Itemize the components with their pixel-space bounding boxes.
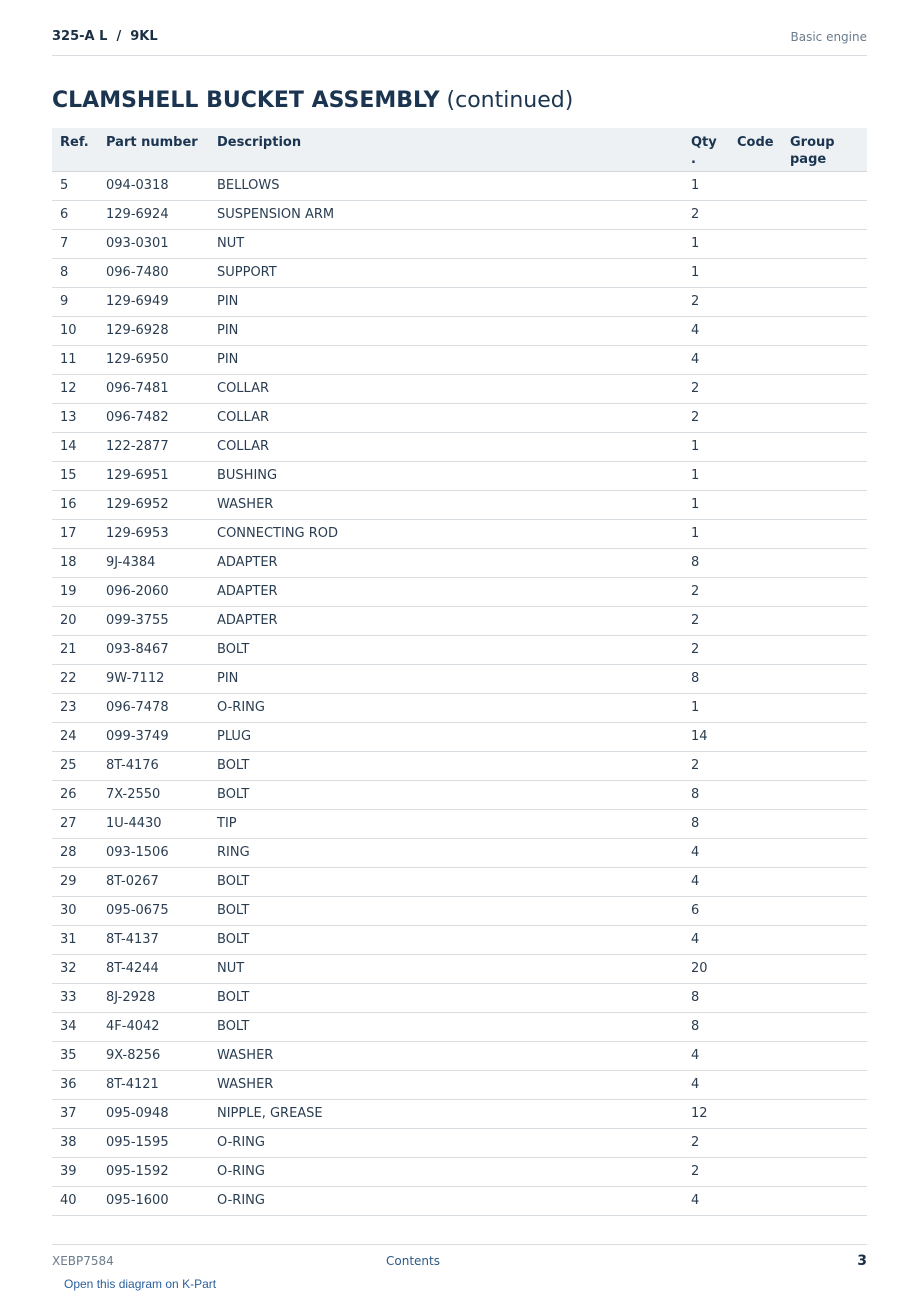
table-row xyxy=(52,1157,867,1186)
part-number-cell: 095-0948 xyxy=(98,1099,209,1128)
description-cell: BOLT xyxy=(209,780,683,809)
description-cell: COLLAR xyxy=(209,403,683,432)
qty-cell: 2 xyxy=(683,751,729,780)
description-cell: CONNECTING ROD xyxy=(209,519,683,548)
table-row xyxy=(52,693,867,722)
ref-cell: 9 xyxy=(52,287,98,316)
description-cell: BOLT xyxy=(209,983,683,1012)
qty-cell: 8 xyxy=(683,1012,729,1041)
description-cell: PIN xyxy=(209,345,683,374)
part-number-cell: 095-1595 xyxy=(98,1128,209,1157)
page-header xyxy=(52,22,867,56)
qty-cell: 1 xyxy=(683,519,729,548)
ref-cell: 30 xyxy=(52,896,98,925)
code-cell xyxy=(729,287,782,316)
column-header-ref: Ref. xyxy=(52,128,98,171)
table-row xyxy=(52,461,867,490)
group-page-cell xyxy=(782,954,867,983)
table-row xyxy=(52,316,867,345)
ref-cell: 13 xyxy=(52,403,98,432)
group-page-cell xyxy=(782,983,867,1012)
group-page-cell xyxy=(782,780,867,809)
description-cell: O-RING xyxy=(209,1157,683,1186)
description-cell: PIN xyxy=(209,287,683,316)
qty-cell: 2 xyxy=(683,606,729,635)
part-number-cell: 093-8467 xyxy=(98,635,209,664)
code-cell xyxy=(729,403,782,432)
part-number-cell: 129-6924 xyxy=(98,200,209,229)
part-number-cell: 099-3755 xyxy=(98,606,209,635)
description-cell: BELLOWS xyxy=(209,171,683,200)
parts-table xyxy=(52,128,867,1216)
table-row xyxy=(52,1012,867,1041)
column-header-group-page xyxy=(782,128,867,171)
table-row xyxy=(52,809,867,838)
part-number-cell: 8T-4244 xyxy=(98,954,209,983)
description-cell: O-RING xyxy=(209,693,683,722)
part-number-cell: 1U-4430 xyxy=(98,809,209,838)
column-header-code: Code xyxy=(729,128,782,171)
code-cell xyxy=(729,258,782,287)
qty-cell: 2 xyxy=(683,403,729,432)
column-header-part-number: Part number xyxy=(98,128,209,171)
ref-cell: 26 xyxy=(52,780,98,809)
qty-header-line2: . xyxy=(691,152,696,167)
code-cell xyxy=(729,1128,782,1157)
qty-cell: 4 xyxy=(683,345,729,374)
part-number-cell: 8J-2928 xyxy=(98,983,209,1012)
qty-cell: 4 xyxy=(683,1041,729,1070)
part-number-cell: 096-7478 xyxy=(98,693,209,722)
part-number-cell: 129-6950 xyxy=(98,345,209,374)
code-cell xyxy=(729,577,782,606)
group-page-cell xyxy=(782,200,867,229)
ref-cell: 39 xyxy=(52,1157,98,1186)
table-row xyxy=(52,519,867,548)
ref-cell: 24 xyxy=(52,722,98,751)
ref-cell: 21 xyxy=(52,635,98,664)
description-cell: PIN xyxy=(209,316,683,345)
table-row xyxy=(52,171,867,200)
table-row xyxy=(52,606,867,635)
ref-cell: 34 xyxy=(52,1012,98,1041)
description-cell: O-RING xyxy=(209,1186,683,1215)
code-cell xyxy=(729,461,782,490)
group-page-cell xyxy=(782,461,867,490)
part-number-cell: 122-2877 xyxy=(98,432,209,461)
table-row xyxy=(52,896,867,925)
open-diagram-kpart-link[interactable]: Open this diagram on K-Part xyxy=(64,1277,217,1291)
group-page-cell xyxy=(782,548,867,577)
description-cell: COLLAR xyxy=(209,374,683,403)
qty-cell: 4 xyxy=(683,1070,729,1099)
table-row xyxy=(52,954,867,983)
code-cell xyxy=(729,838,782,867)
code-cell xyxy=(729,954,782,983)
qty-header-line1: Qty xyxy=(691,135,717,150)
table-row xyxy=(52,548,867,577)
part-number-cell: 096-7480 xyxy=(98,258,209,287)
ref-cell: 10 xyxy=(52,316,98,345)
document-id: 325-A L / 9KL xyxy=(52,29,158,44)
part-number-cell: 093-1506 xyxy=(98,838,209,867)
code-cell xyxy=(729,519,782,548)
part-number-cell: 096-7481 xyxy=(98,374,209,403)
qty-cell: 1 xyxy=(683,258,729,287)
part-number-cell: 096-2060 xyxy=(98,577,209,606)
group-page-header-line1: Group xyxy=(790,135,835,150)
page-title xyxy=(52,88,573,113)
group-page-cell xyxy=(782,229,867,258)
ref-cell: 36 xyxy=(52,1070,98,1099)
part-number-cell: 9W-7112 xyxy=(98,664,209,693)
description-cell: BOLT xyxy=(209,1012,683,1041)
code-cell xyxy=(729,345,782,374)
part-number-cell: 096-7482 xyxy=(98,403,209,432)
column-header-description: Description xyxy=(209,128,683,171)
description-cell: BOLT xyxy=(209,867,683,896)
description-cell: ADAPTER xyxy=(209,577,683,606)
table-header-row xyxy=(52,128,867,171)
code-cell xyxy=(729,606,782,635)
code-cell xyxy=(729,1041,782,1070)
ref-cell: 7 xyxy=(52,229,98,258)
code-cell xyxy=(729,1012,782,1041)
table-row xyxy=(52,1070,867,1099)
part-number-cell: 9X-8256 xyxy=(98,1041,209,1070)
part-number-cell: 129-6928 xyxy=(98,316,209,345)
qty-cell: 2 xyxy=(683,1157,729,1186)
part-number-cell: 095-1600 xyxy=(98,1186,209,1215)
table-row xyxy=(52,403,867,432)
group-page-cell xyxy=(782,925,867,954)
group-page-cell xyxy=(782,838,867,867)
table-row xyxy=(52,1041,867,1070)
group-page-cell xyxy=(782,722,867,751)
group-page-header-line2: page xyxy=(790,152,827,167)
description-cell: NIPPLE, GREASE xyxy=(209,1099,683,1128)
part-number-cell: 8T-4176 xyxy=(98,751,209,780)
group-page-cell xyxy=(782,809,867,838)
code-cell xyxy=(729,780,782,809)
ref-cell: 19 xyxy=(52,577,98,606)
part-number-cell: 129-6953 xyxy=(98,519,209,548)
code-cell xyxy=(729,548,782,577)
qty-cell: 2 xyxy=(683,287,729,316)
qty-cell: 4 xyxy=(683,838,729,867)
qty-cell: 20 xyxy=(683,954,729,983)
group-page-cell xyxy=(782,1041,867,1070)
description-cell: BUSHING xyxy=(209,461,683,490)
table-row xyxy=(52,780,867,809)
ref-cell: 18 xyxy=(52,548,98,577)
table-row xyxy=(52,925,867,954)
table-row xyxy=(52,345,867,374)
ref-cell: 38 xyxy=(52,1128,98,1157)
group-page-cell xyxy=(782,374,867,403)
group-page-cell xyxy=(782,896,867,925)
ref-cell: 33 xyxy=(52,983,98,1012)
group-page-cell xyxy=(782,606,867,635)
qty-cell: 1 xyxy=(683,490,729,519)
code-cell xyxy=(729,200,782,229)
description-cell: COLLAR xyxy=(209,432,683,461)
description-cell: PIN xyxy=(209,664,683,693)
ref-cell: 32 xyxy=(52,954,98,983)
code-cell xyxy=(729,925,782,954)
code-cell xyxy=(729,1157,782,1186)
group-page-cell xyxy=(782,1128,867,1157)
column-header-qty xyxy=(683,128,729,171)
qty-cell: 14 xyxy=(683,722,729,751)
contents-link[interactable]: Contents xyxy=(386,1254,440,1268)
page-footer xyxy=(52,1244,867,1301)
ref-cell: 14 xyxy=(52,432,98,461)
part-number-cell: 9J-4384 xyxy=(98,548,209,577)
group-page-cell xyxy=(782,1070,867,1099)
description-cell: O-RING xyxy=(209,1128,683,1157)
table-row xyxy=(52,490,867,519)
description-cell: WASHER xyxy=(209,1070,683,1099)
description-cell: BOLT xyxy=(209,925,683,954)
group-page-cell xyxy=(782,345,867,374)
qty-cell: 8 xyxy=(683,809,729,838)
description-cell: SUPPORT xyxy=(209,258,683,287)
group-page-cell xyxy=(782,171,867,200)
part-number-cell: 093-0301 xyxy=(98,229,209,258)
part-number-cell: 8T-0267 xyxy=(98,867,209,896)
ref-cell: 28 xyxy=(52,838,98,867)
description-cell: WASHER xyxy=(209,490,683,519)
description-cell: RING xyxy=(209,838,683,867)
ref-cell: 35 xyxy=(52,1041,98,1070)
qty-cell: 2 xyxy=(683,635,729,664)
code-cell xyxy=(729,722,782,751)
page-number: 3 xyxy=(857,1253,867,1269)
title-main: CLAMSHELL BUCKET ASSEMBLY xyxy=(52,88,440,113)
code-cell xyxy=(729,490,782,519)
table-row xyxy=(52,751,867,780)
group-page-cell xyxy=(782,316,867,345)
ref-cell: 6 xyxy=(52,200,98,229)
section-label: Basic engine xyxy=(790,30,867,44)
qty-cell: 2 xyxy=(683,577,729,606)
table-row xyxy=(52,983,867,1012)
ref-cell: 23 xyxy=(52,693,98,722)
part-number-cell: 8T-4137 xyxy=(98,925,209,954)
table-row xyxy=(52,577,867,606)
qty-cell: 1 xyxy=(683,693,729,722)
group-page-cell xyxy=(782,490,867,519)
group-page-cell xyxy=(782,577,867,606)
code-cell xyxy=(729,664,782,693)
code-cell xyxy=(729,693,782,722)
code-cell xyxy=(729,229,782,258)
ref-cell: 15 xyxy=(52,461,98,490)
qty-cell: 8 xyxy=(683,983,729,1012)
qty-cell: 1 xyxy=(683,461,729,490)
group-page-cell xyxy=(782,403,867,432)
code-cell xyxy=(729,809,782,838)
part-number-cell: 095-1592 xyxy=(98,1157,209,1186)
qty-cell: 2 xyxy=(683,200,729,229)
qty-cell: 12 xyxy=(683,1099,729,1128)
ref-cell: 31 xyxy=(52,925,98,954)
code-cell xyxy=(729,867,782,896)
qty-cell: 4 xyxy=(683,1186,729,1215)
table-row xyxy=(52,1099,867,1128)
ref-cell: 37 xyxy=(52,1099,98,1128)
description-cell: BOLT xyxy=(209,635,683,664)
qty-cell: 4 xyxy=(683,867,729,896)
ref-cell: 20 xyxy=(52,606,98,635)
code-cell xyxy=(729,374,782,403)
group-page-cell xyxy=(782,432,867,461)
description-cell: WASHER xyxy=(209,1041,683,1070)
qty-cell: 2 xyxy=(683,374,729,403)
description-cell: TIP xyxy=(209,809,683,838)
description-cell: BOLT xyxy=(209,896,683,925)
ref-cell: 22 xyxy=(52,664,98,693)
qty-cell: 1 xyxy=(683,229,729,258)
group-page-cell xyxy=(782,751,867,780)
part-number-cell: 129-6952 xyxy=(98,490,209,519)
table-row xyxy=(52,635,867,664)
description-cell: NUT xyxy=(209,229,683,258)
group-page-cell xyxy=(782,635,867,664)
ref-cell: 12 xyxy=(52,374,98,403)
part-number-cell: 7X-2550 xyxy=(98,780,209,809)
group-page-cell xyxy=(782,693,867,722)
code-cell xyxy=(729,896,782,925)
table-row xyxy=(52,432,867,461)
ref-cell: 40 xyxy=(52,1186,98,1215)
table-row xyxy=(52,258,867,287)
group-page-cell xyxy=(782,1099,867,1128)
ref-cell: 29 xyxy=(52,867,98,896)
group-page-cell xyxy=(782,287,867,316)
group-page-cell xyxy=(782,1157,867,1186)
part-number-cell: 094-0318 xyxy=(98,171,209,200)
table-row xyxy=(52,1186,867,1215)
ref-cell: 11 xyxy=(52,345,98,374)
table-row xyxy=(52,867,867,896)
table-row xyxy=(52,287,867,316)
table-row xyxy=(52,229,867,258)
group-page-cell xyxy=(782,664,867,693)
qty-cell: 8 xyxy=(683,664,729,693)
group-page-cell xyxy=(782,258,867,287)
code-cell xyxy=(729,1070,782,1099)
group-page-cell xyxy=(782,1186,867,1215)
qty-cell: 1 xyxy=(683,171,729,200)
code-cell xyxy=(729,432,782,461)
parts-table-body xyxy=(52,171,867,1215)
description-cell: ADAPTER xyxy=(209,548,683,577)
ref-cell: 27 xyxy=(52,809,98,838)
table-row xyxy=(52,838,867,867)
description-cell: ADAPTER xyxy=(209,606,683,635)
table-row xyxy=(52,1128,867,1157)
table-row xyxy=(52,374,867,403)
table-row xyxy=(52,722,867,751)
table-row xyxy=(52,200,867,229)
qty-cell: 6 xyxy=(683,896,729,925)
ref-cell: 25 xyxy=(52,751,98,780)
qty-cell: 8 xyxy=(683,780,729,809)
qty-cell: 4 xyxy=(683,925,729,954)
part-number-cell: 4F-4042 xyxy=(98,1012,209,1041)
qty-cell: 2 xyxy=(683,1128,729,1157)
ref-cell: 8 xyxy=(52,258,98,287)
group-page-cell xyxy=(782,1012,867,1041)
document-code: XEBP7584 xyxy=(52,1254,114,1268)
ref-cell: 16 xyxy=(52,490,98,519)
description-cell: PLUG xyxy=(209,722,683,751)
qty-cell: 4 xyxy=(683,316,729,345)
code-cell xyxy=(729,1186,782,1215)
ref-cell: 5 xyxy=(52,171,98,200)
qty-cell: 8 xyxy=(683,548,729,577)
code-cell xyxy=(729,316,782,345)
part-number-cell: 095-0675 xyxy=(98,896,209,925)
part-number-cell: 099-3749 xyxy=(98,722,209,751)
description-cell: NUT xyxy=(209,954,683,983)
code-cell xyxy=(729,635,782,664)
group-page-cell xyxy=(782,519,867,548)
code-cell xyxy=(729,1099,782,1128)
code-cell xyxy=(729,171,782,200)
part-number-cell: 129-6951 xyxy=(98,461,209,490)
description-cell: BOLT xyxy=(209,751,683,780)
part-number-cell: 8T-4121 xyxy=(98,1070,209,1099)
table-row xyxy=(52,664,867,693)
qty-cell: 1 xyxy=(683,432,729,461)
part-number-cell: 129-6949 xyxy=(98,287,209,316)
code-cell xyxy=(729,983,782,1012)
group-page-cell xyxy=(782,867,867,896)
description-cell: SUSPENSION ARM xyxy=(209,200,683,229)
ref-cell: 17 xyxy=(52,519,98,548)
code-cell xyxy=(729,751,782,780)
title-suffix: (continued) xyxy=(446,88,574,113)
